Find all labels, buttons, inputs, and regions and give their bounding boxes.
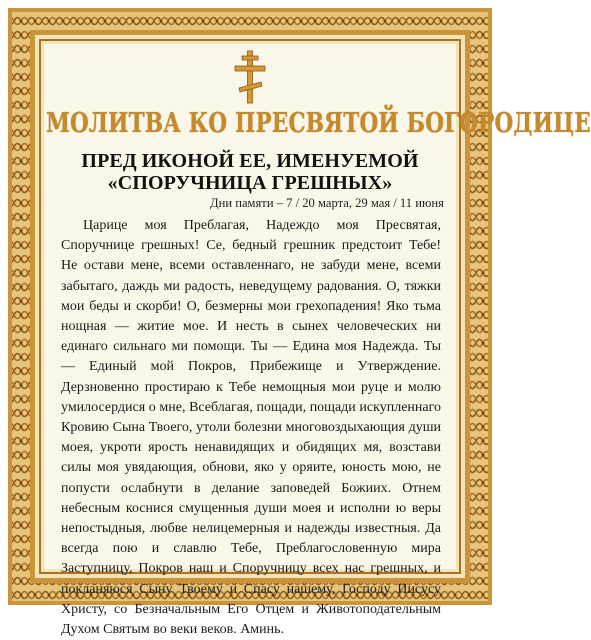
subtitle-line-2: «СПОРУЧНИЦА ГРЕШНЫХ» [107, 172, 393, 194]
page-title: МОЛИТВА КО ПРЕСВЯТОЙ БОГОРОДИЦЕ [46, 108, 591, 140]
memorial-days: Дни памяти – 7 / 20 марта, 29 мая / 11 июня [210, 196, 444, 210]
subtitle-line-1: ПРЕД ИКОНОЙ ЕЕ, ИМЕНУЕМОЙ [81, 150, 419, 172]
prayer-text: Царице моя Преблагая, Надеждо моя Пресвятая, Споручнице грешных! Се, бедный грешник предстоит Тебе! Не остави мене, всеми оставленнаго, не забуди мене, всеми забытаго, даждь ми радость, неведущему радования. О, тяжки мои беды и скорби! О, безмерны мои грехопадения! Яко тьма нощная — житие мое. И несть в сынех человеческих ни единаго сильнаго ми помощи. Ты — Едина моя Надежда. Ты — Единый мой Покров, Прибежище и Утверждение. Дерзновенно простираю к Тебе немощныя мои руце и молю умилосердися о мне, Всеблагая, пощади, пощади искупленнаго Кровию Сына Твоего, утоли болезни многовоздыхающия души моея, укроти ярость ненавидящих и обидящих мя, возстави силы моя увядающия, обнови, яко у оряите, юность мою, не попусти ослабнути в делание заповедей Божиих. Отнем небесным коснися смущенныя души моея и исполни ю веры непостыдныя, любве нелицемерныя и надежды известныя. Да всегда пою и славлю Тебе, Преблагословенную мира Заступницу, Покров наш и Споручницу всех нас грешных, и покланяюся Сыну Твоему и Спасу нашему, Господу Иисусу Христу, со Безначальным Его Отцем и Животоподательным Духом Святым во веки веков. Аминь. [61, 218, 441, 638]
orthodox-cross-icon [231, 50, 269, 104]
